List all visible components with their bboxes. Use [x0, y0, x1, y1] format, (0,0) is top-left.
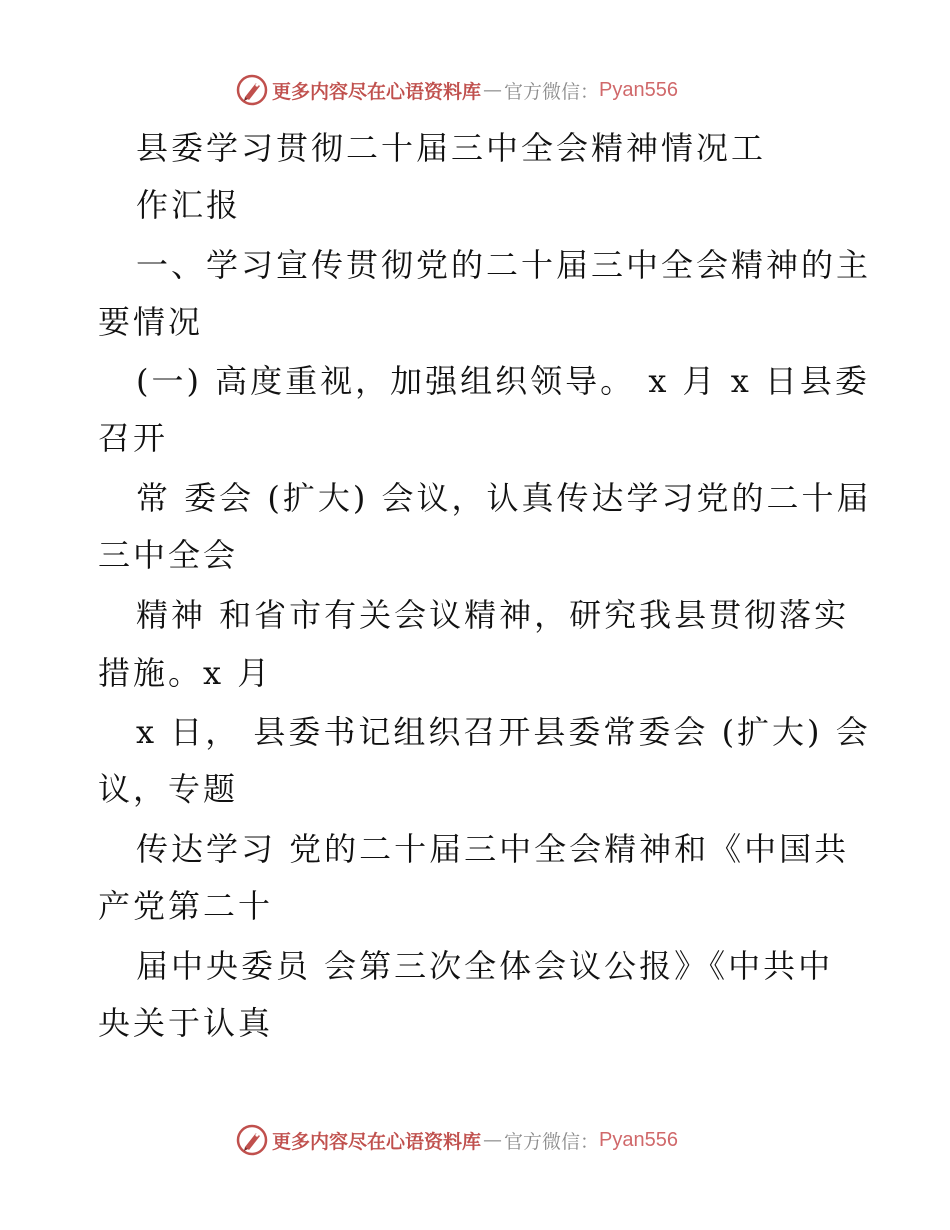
watermark-banner-bottom [236, 1123, 678, 1157]
paragraph-line: x 日， 县委书记组织召开县委常委会 (扩大) 会 [136, 713, 871, 751]
paragraph-line: (一) 高度重视，加强组织领导。 x 月 x 日县委 [136, 362, 870, 400]
title-line-1: 县委学习贯彻二十届三中全会精神情况工 [136, 129, 767, 167]
paragraph-line: 议，专题 [98, 770, 239, 808]
watermark-separator: — [483, 1129, 503, 1151]
watermark-wechat-label: 官方微信： [504, 1130, 600, 1153]
watermark-wechat-label: 官方微信： [504, 80, 600, 103]
watermark-banner-top [236, 73, 678, 107]
section-heading-line-2: 要情况 [98, 303, 204, 341]
paragraph-line: 央关于认真 [98, 1004, 274, 1042]
pen-logo-icon [236, 1124, 268, 1156]
watermark-wechat-id: Pyan556 [599, 1128, 678, 1151]
paragraph-line: 精神 和省市有关会议精神，研究我县贯彻落实 [136, 596, 850, 634]
paragraph-line: 产党第二十 [98, 887, 274, 925]
paragraph-line: 措施。x 月 [98, 654, 273, 692]
paragraph-line: 传达学习 党的二十届三中全会精神和《中国共 [136, 830, 850, 868]
paragraph-line: 届中央委员 会第三次全体会议公报》《中共中 [136, 947, 834, 985]
pen-logo-icon [236, 74, 268, 106]
watermark-separator: — [483, 79, 503, 101]
watermark-wechat-id: Pyan556 [599, 78, 678, 101]
watermark-site-text: 更多内容尽在心语资料库 [272, 1130, 482, 1153]
watermark-site-text: 更多内容尽在心语资料库 [272, 80, 482, 103]
title-line-2: 作汇报 [136, 186, 242, 224]
paragraph-line: 常 委会 (扩大) 会议，认真传达学习党的二十届 [136, 479, 872, 517]
paragraph-line: 三中全会 [98, 536, 239, 574]
paragraph-line: 召开 [98, 419, 169, 457]
section-heading-line-1: 一、学习宣传贯彻党的二十届三中全会精神的主 [136, 246, 872, 284]
